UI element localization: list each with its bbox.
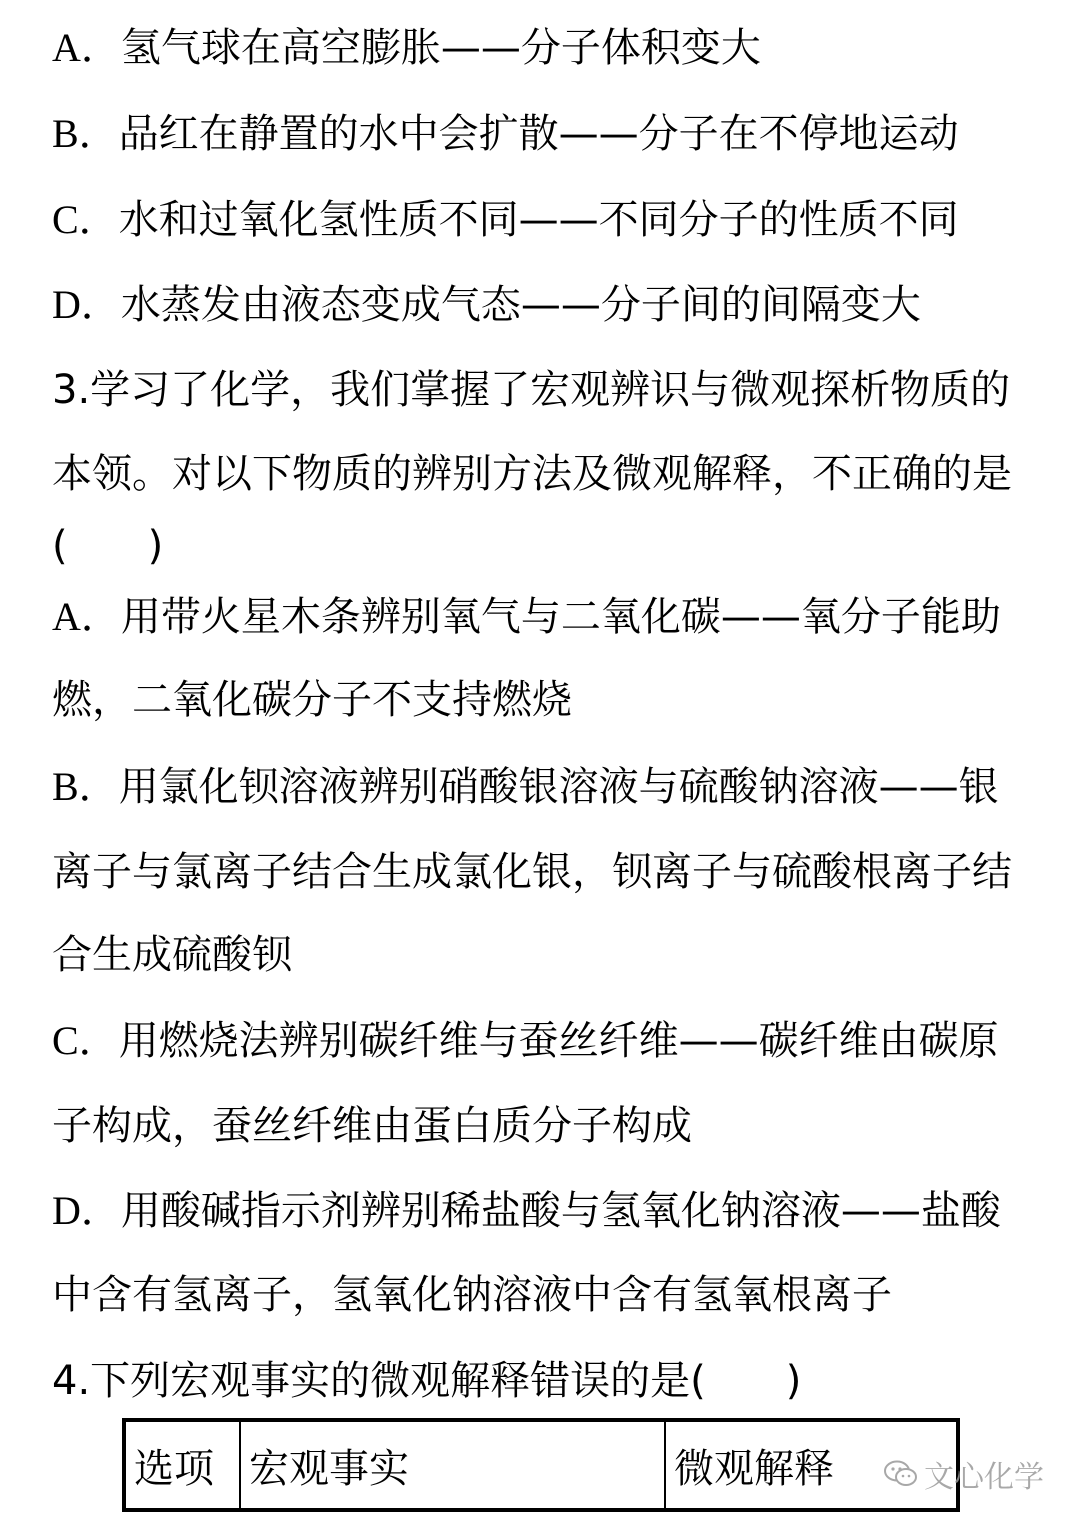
q3-option-c-line-1 [52, 1017, 999, 1065]
q3-answer-blank: ( ) [52, 523, 164, 569]
q3-option-b-line-3: 合生成硫酸钡 [52, 932, 292, 978]
option-letter: C． [52, 1018, 119, 1063]
option-letter: B． [52, 764, 119, 809]
q2-option-d [52, 281, 921, 329]
q3-option-a-line-2: 燃，二氧化碳分子不支持燃烧 [52, 677, 572, 723]
q3-option-a-line-1 [52, 593, 1001, 641]
option-text: 用带火星木条辨别氧气与二氧化碳——氧分子能助 [120, 594, 1001, 640]
option-letter: B． [52, 111, 119, 156]
option-text: 氢气球在高空膨胀——分子体积变大 [120, 25, 761, 71]
q3-stem-line-1: 3.学习了化学，我们掌握了宏观辨识与微观探析物质的 [52, 367, 1011, 413]
watermark-text: 文心化学 [924, 1460, 1044, 1495]
option-letter: A． [52, 25, 121, 70]
option-letter: A． [52, 594, 121, 639]
option-text: 用酸碱指示剂辨别稀盐酸与氢氧化钠溶液——盐酸 [120, 1188, 1001, 1234]
watermark [884, 1452, 1044, 1496]
option-text: 用燃烧法辨别碳纤维与蚕丝纤维——碳纤维由碳原 [118, 1018, 999, 1064]
option-letter: C． [52, 197, 119, 242]
q3-option-d-line-2: 中含有氢离子，氢氧化钠溶液中含有氢氧根离子 [52, 1272, 892, 1318]
q3-option-b-line-2: 离子与氯离子结合生成氯化银，钡离子与硫酸根离子结 [52, 849, 1012, 895]
q3-option-c-line-2: 子构成，蚕丝纤维由蛋白质分子构成 [52, 1103, 692, 1149]
q4-table [122, 1418, 960, 1512]
header-macro-fact: 宏观事实 [240, 1420, 665, 1510]
q3-option-d-line-1 [52, 1187, 1001, 1235]
q3-option-b-line-1 [52, 763, 999, 811]
wechat-icon [884, 1460, 918, 1488]
header-micro-explanation: 微观解释 [665, 1420, 958, 1510]
option-letter: D． [52, 282, 121, 327]
option-text: 水蒸发由液态变成气态——分子间的间隔变大 [120, 282, 921, 328]
option-text: 用氯化钡溶液辨别硝酸银溶液与硫酸钠溶液——银 [118, 764, 999, 810]
option-text: 品红在静置的水中会扩散——分子在不停地运动 [118, 111, 959, 157]
header-option: 选项 [124, 1420, 240, 1510]
table-header-row [124, 1420, 958, 1510]
q2-option-a [52, 24, 761, 72]
q2-option-c [52, 196, 959, 244]
q4-stem: 4.下列宏观事实的微观解释错误的是( ) [52, 1358, 802, 1404]
q2-option-b [52, 110, 959, 158]
option-text: 水和过氧化氢性质不同——不同分子的性质不同 [118, 197, 959, 243]
option-letter: D． [52, 1188, 121, 1233]
q3-stem-line-2: 本领。对以下物质的辨别方法及微观解释，不正确的是 [52, 451, 1012, 497]
